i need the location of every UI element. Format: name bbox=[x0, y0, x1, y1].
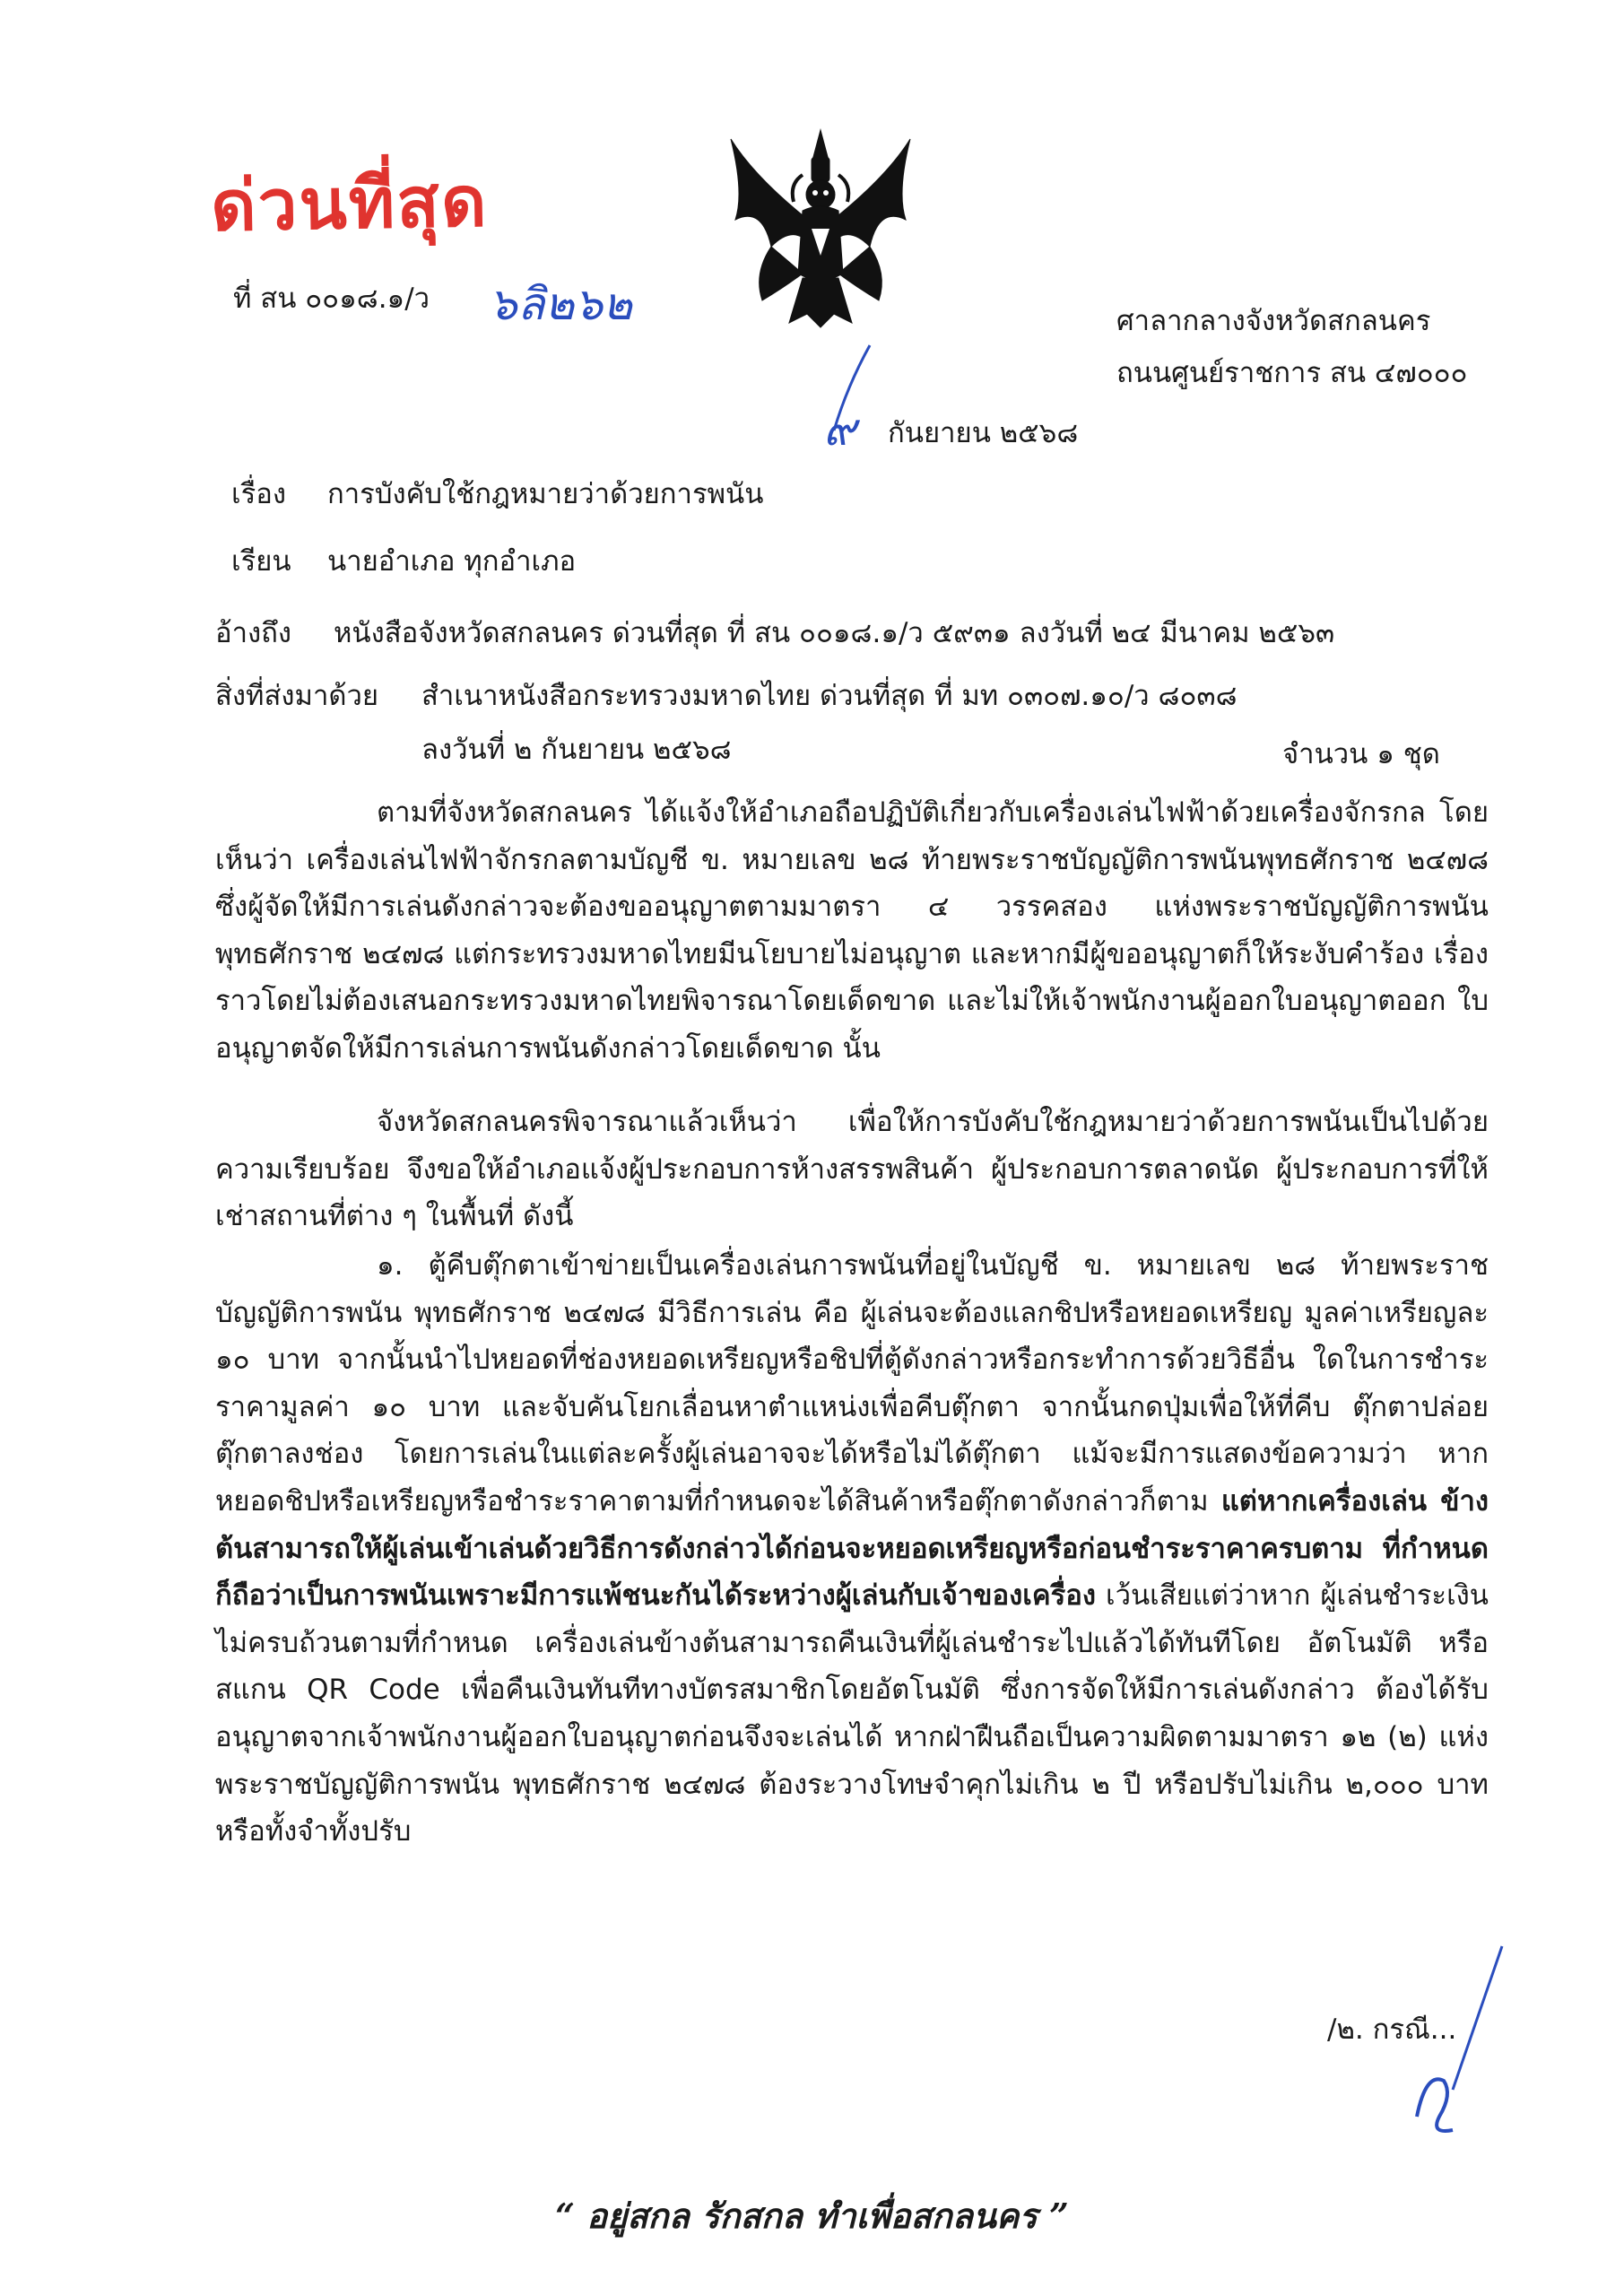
urgency-stamp: ด่วนที่สุด bbox=[210, 161, 490, 248]
item-1-bold-text: แต่หากเครื่องเล่น ข้างต้นสามารถให้ผู้เล่นเข้าเล่นด้วยวิธีการดังกล่าวได้ก่อนจะหยอดเหรียญหรือก่อนชำระราคาครบตาม ที่กำหนดก็ถือว่าเป็นการพนันเพราะมีการแพ้ชนะกันได้ระหว่างผู้เล่นกับเจ้าของเครื่อง bbox=[215, 1484, 1489, 1613]
paragraph-2-text: จังหวัดสกลนครพิจารณาแล้วเห็นว่า เพื่อให้การบังคับใช้กฎหมายว่าด้วยการพนันเป็นไปด้วย ความเรียบร้อย จึงขอให้อำเภอแจ้งผู้ประกอบการห้างสรรพสินค้า ผู้ประกอบการตลาดนัด ผู้ประกอบการที่ให้ เช่าสถานที่ต่าง ๆ ในพื้นที่ ดังนี้ bbox=[215, 1106, 1489, 1233]
enclosure-line-2: ลงวันที่ ๒ กันยายน ๒๕๖๘ bbox=[421, 734, 732, 766]
enclosure-line-1: สำเนาหนังสือกระทรวงมหาดไทย ด่วนที่สุด ที่ มท ๐๓๐๗.๑๐/ว ๘๐๓๘ bbox=[421, 680, 1238, 712]
to-label: เรียน bbox=[231, 545, 291, 578]
to-text: นายอำเภอ ทุกอำเภอ bbox=[327, 545, 577, 578]
paragraph-1-text: ตามที่จังหวัดสกลนคร ได้แจ้งให้อำเภอถือปฏิบัติเกี่ยวกับเครื่องเล่นไฟฟ้าด้วยเครื่องจักรกล โดยเห็นว่า เครื่องเล่นไฟฟ้าจักรกลตามบัญชี ข. หมายเลข ๒๘ ท้ายพระราชบัญญัติการพนันพุทธศักราช ๒๔๗๘ ซึ่งผู้จัดให้มีการเล่นดังกล่าวจะต้องขออนุญาตตามมาตรา ๔ วรรคสอง แห่งพระราชบัญญัติการพนัน พุทธศักราช ๒๔๗๘ แต่กระทรวงมหาดไทยมีนโยบายไม่อนุญาต และหากมีผู้ขออนุญาตก็ให้ระงับคำร้อง เรื่องราวโดยไม่ต้องเสนอกระทรวงมหาดไทยพิจารณาโดยเด็ดขาด และไม่ให้เจ้าพนักงานผู้ออกใบอนุญาตออก ใบอนุญาตจัดให้มีการเล่นการพนันดังกล่าวโดยเด็ดขาด นั้น bbox=[215, 796, 1489, 1065]
subject-label: เรื่อง bbox=[231, 478, 287, 510]
reference-label: อ้างถึง bbox=[215, 617, 292, 649]
garuda-emblem-icon bbox=[717, 121, 924, 336]
body-paragraph-2 bbox=[215, 1099, 1489, 1240]
date-day-handwritten: ๙ bbox=[823, 404, 856, 456]
footer-slogan: “ อยู่สกล รักสกล ทำเพื่อสกลนคร ” bbox=[555, 2196, 1069, 2236]
body-paragraph-1 bbox=[215, 789, 1489, 1073]
subject-text: การบังคับใช้กฎหมายว่าด้วยการพนัน bbox=[327, 478, 764, 510]
item-1-text-a: ๑. ตู้คีบตุ๊กตาเข้าข่ายเป็นเครื่องเล่นการพนันที่อยู่ในบัญชี ข. หมายเลข ๒๘ ท้ายพระราชบัญญัติการพนัน พุทธศักราช ๒๔๗๘ มีวิธีการเล่น คือ ผู้เล่นจะต้องแลกชิปหรือหยอดเหรียญ มูลค่าเหรียญละ ๑๐ บาท จากนั้นนำไปหยอดที่ช่องหยอดเหรียญหรือชิปที่ตู้ดังกล่าวหรือกระทำการด้วยวิธีอื่น ใดในการชำระราคามูลค่า ๑๐ บาท และจับคันโยกเลื่อนหาตำแหน่งเพื่อคีบตุ๊กตา จากนั้นกดปุ่มเพื่อให้ที่คีบ ตุ๊กตาปล่อยตุ๊กตาลงช่อง โดยการเล่นในแต่ละครั้งผู้เล่นอาจจะได้หรือไม่ได้ตุ๊กตา แม้จะมีการแสดงข้อความว่า หากหยอดชิปหรือเหรียญหรือชำระราคาตามที่กำหนดจะได้สินค้าหรือตุ๊กตาดังกล่าวก็ตาม bbox=[215, 1249, 1489, 1518]
doc-number-label: ที่ สน ๐๐๑๘.๑/ว bbox=[233, 283, 430, 315]
enclosure-count: จำนวน ๑ ชุด bbox=[1282, 738, 1440, 770]
pen-stroke-icon bbox=[821, 341, 883, 439]
office-address: ถนนศูนย์ราชการ สน ๔๗๐๐๐ bbox=[1116, 357, 1468, 389]
doc-number-handwritten: ๖ลิ๒๖๒ bbox=[489, 278, 633, 330]
item-1-text-b: เว้นเสียแต่ว่าหาก ผู้เล่นชำระเงินไม่ครบถ้วนตามที่กำหนด เครื่องเล่นข้างต้นสามารถคืนเงินที่ผู้เล่นชำระไปแล้วได้ทันทีโดย อัตโนมัติ หรือสแกน QR Code เพื่อคืนเงินทันทีทางบัตรสมาชิกโดยอัตโนมัติ ซึ่งการจัดให้มีการเล่นดังกล่าว ต้องได้รับอนุญาตจากเจ้าพนักงานผู้ออกใบอนุญาตก่อนจึงจะเล่นได้ หากฝ่าฝืนถือเป็นความผิดตามมาตรา ๑๒ (๒) แห่งพระราชบัญญัติการพนัน พุทธศักราช ๒๔๗๘ ต้องระวางโทษจำคุกไม่เกิน ๒ ปี หรือปรับไม่เกิน ๒,๐๐๐ บาท หรือทั้งจำทั้งปรับ bbox=[215, 1579, 1489, 1848]
reference-text: หนังสือจังหวัดสกลนคร ด่วนที่สุด ที่ สน ๐๐๑๘.๑/ว ๕๙๓๑ ลงวันที่ ๒๔ มีนาคม ๒๕๖๓ bbox=[334, 617, 1335, 649]
continuation-note: /๒. กรณี... bbox=[1327, 2013, 1457, 2046]
enclosure-label: สิ่งที่ส่งมาด้วย bbox=[215, 680, 379, 712]
date-text: กันยายน ๒๕๖๘ bbox=[888, 417, 1079, 449]
office-name: ศาลากลางจังหวัดสกลนคร bbox=[1116, 305, 1431, 337]
body-item-1 bbox=[215, 1242, 1489, 1856]
